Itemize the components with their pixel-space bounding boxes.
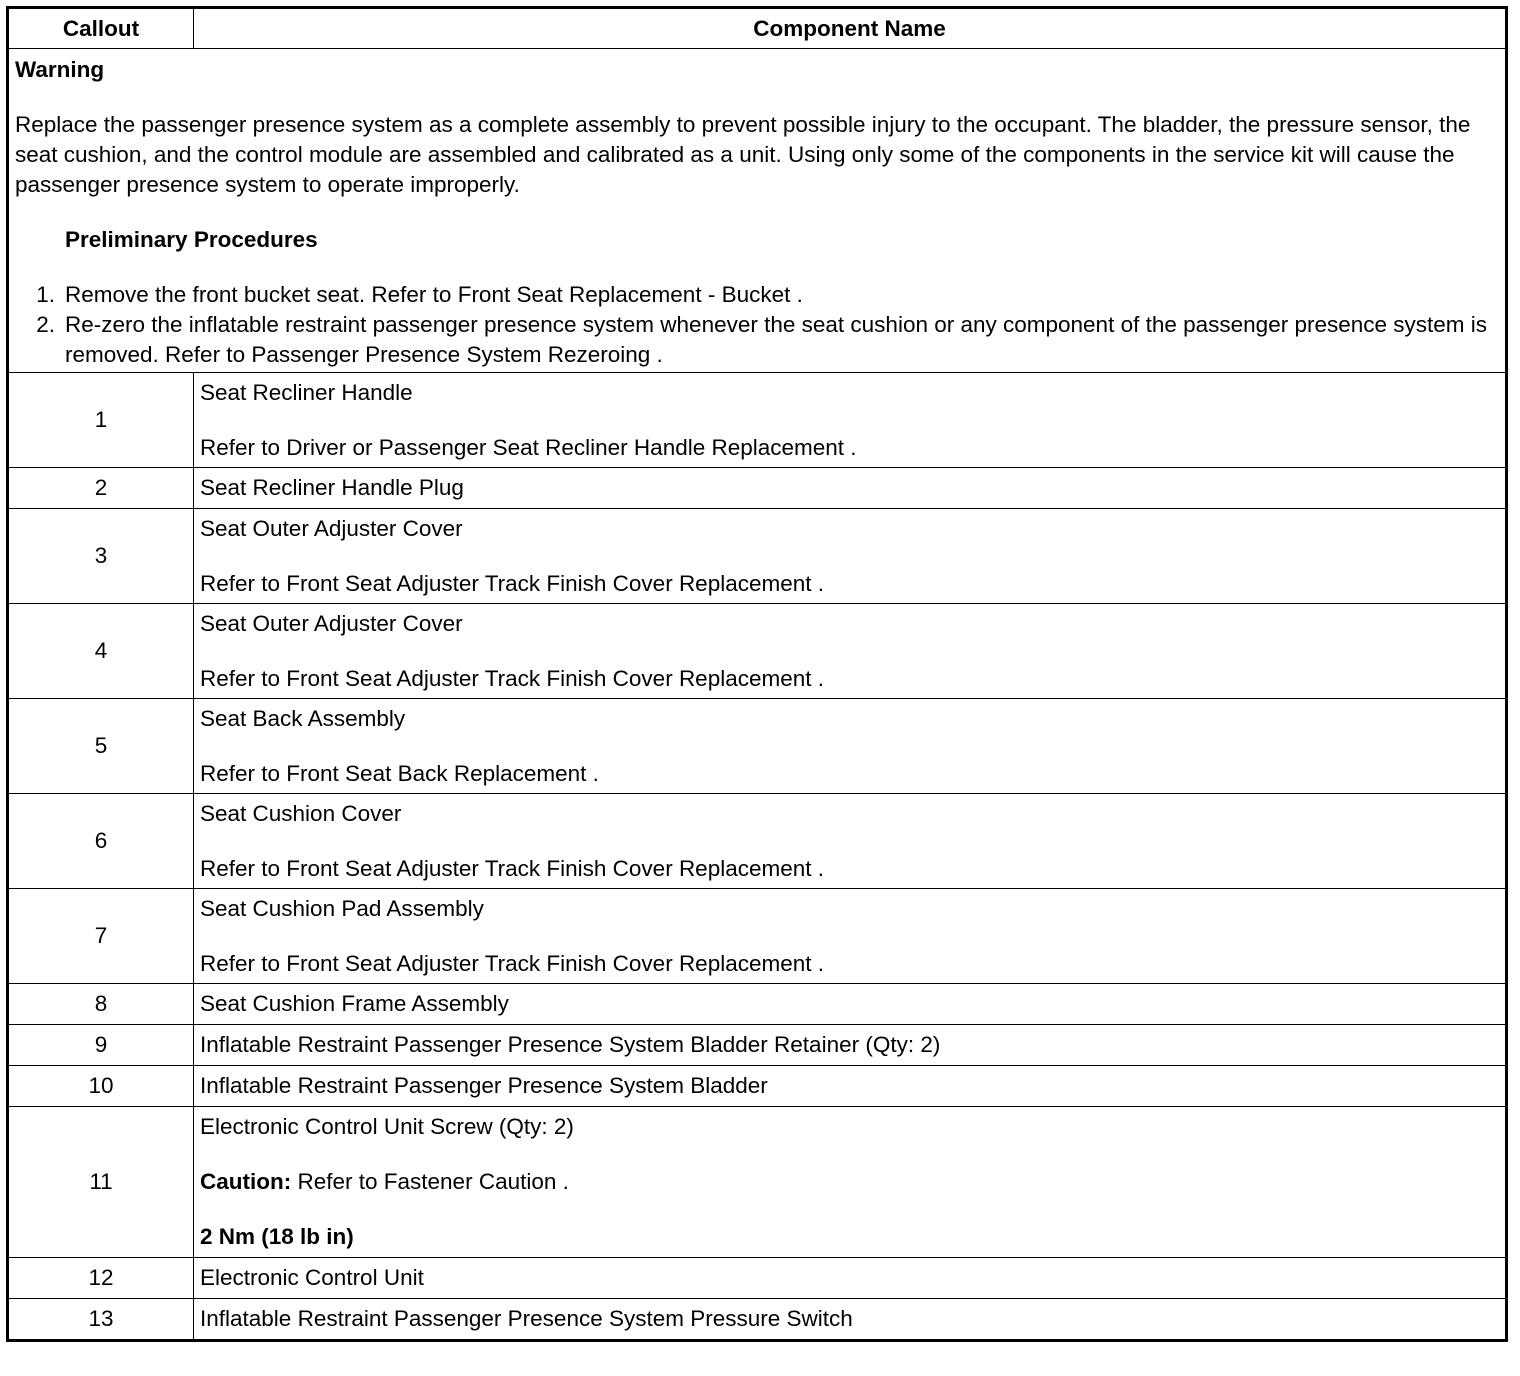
callout-number: 12: [8, 1258, 194, 1299]
step-item: [15, 280, 1499, 310]
component-cell: [194, 1107, 1507, 1258]
caution-label: Caution:: [200, 1169, 292, 1194]
component-name: Seat Back Assembly: [200, 705, 406, 731]
torque-spec: 2 Nm (18 lb in): [200, 1224, 354, 1249]
step-number: 1.: [36, 282, 55, 307]
component-name: Inflatable Restraint Passenger Presence System Bladder: [194, 1066, 1507, 1107]
component-cell: [194, 889, 1507, 984]
callout-number: 4: [8, 604, 194, 699]
preliminary-procedures-title: Preliminary Procedures: [65, 227, 318, 252]
step-item: [15, 310, 1499, 370]
callout-number: 10: [8, 1066, 194, 1107]
callout-number: 11: [8, 1107, 194, 1258]
component-name-column-header: Component Name: [194, 8, 1507, 49]
component-cell: [194, 373, 1507, 468]
table-row: [8, 794, 1507, 889]
table-row: [8, 468, 1507, 509]
component-reference: Refer to Front Seat Adjuster Track Finish Cover Replacement .: [200, 950, 825, 976]
callout-number: 9: [8, 1025, 194, 1066]
component-name: Seat Cushion Frame Assembly: [194, 984, 1507, 1025]
component-reference: Refer to Front Seat Adjuster Track Finish Cover Replacement .: [200, 665, 825, 691]
table-row: [8, 1258, 1507, 1299]
table-row: [8, 604, 1507, 699]
caution-line: [200, 1167, 1499, 1197]
table-row: [8, 984, 1507, 1025]
component-name: Seat Recliner Handle Plug: [194, 468, 1507, 509]
callout-number: 6: [8, 794, 194, 889]
component-name: Electronic Control Unit: [194, 1258, 1507, 1299]
component-name: Seat Cushion Cover: [200, 800, 402, 826]
table-row: [8, 1107, 1507, 1258]
table-header-row: [8, 8, 1507, 49]
component-cell: [194, 604, 1507, 699]
table-row: [8, 509, 1507, 604]
warning-text: Replace the passenger presence system as a complete assembly to prevent possible injury to the occupant. The bladder, the pressure sensor, the seat cushion, and the control module are assembled and calibrated as a unit. Using only some of the components in the service kit will cause the passenger presence system to operate improperly.: [15, 112, 1471, 197]
component-reference: Refer to Front Seat Adjuster Track Finish Cover Replacement .: [200, 570, 825, 596]
component-cell: [194, 509, 1507, 604]
component-cell: [194, 699, 1507, 794]
warning-title: Warning: [15, 57, 105, 82]
warning-cell: [8, 49, 1507, 373]
table-row: [8, 699, 1507, 794]
component-cell: [194, 794, 1507, 889]
callout-number: 2: [8, 468, 194, 509]
warning-row: [8, 49, 1507, 373]
component-name: Seat Outer Adjuster Cover: [200, 515, 463, 541]
component-name: Inflatable Restraint Passenger Presence System Bladder Retainer (Qty: 2): [194, 1025, 1507, 1066]
callout-number: 13: [8, 1299, 194, 1341]
component-name: Electronic Control Unit Screw (Qty: 2): [200, 1114, 574, 1139]
step-text: Remove the front bucket seat. Refer to Front Seat Replacement - Bucket .: [65, 282, 803, 307]
component-name: Seat Outer Adjuster Cover: [200, 610, 463, 636]
table-row: [8, 1025, 1507, 1066]
callout-number: 3: [8, 509, 194, 604]
table-row: [8, 373, 1507, 468]
callout-number: 7: [8, 889, 194, 984]
step-text: Re-zero the inflatable restraint passenger presence system whenever the seat cushion or any component of the passenger presence system is removed. Refer to Passenger Presence System Rezeroing .: [65, 312, 1488, 367]
table-row: [8, 1066, 1507, 1107]
component-name: Seat Recliner Handle: [200, 379, 413, 405]
callout-number: 5: [8, 699, 194, 794]
table-row: [8, 889, 1507, 984]
callout-number: 1: [8, 373, 194, 468]
preliminary-steps-list: [15, 280, 1499, 370]
step-number: 2.: [36, 312, 55, 337]
component-reference: Refer to Driver or Passenger Seat Recliner Handle Replacement .: [200, 434, 857, 460]
component-reference: Refer to Front Seat Back Replacement .: [200, 760, 599, 786]
callout-number: 8: [8, 984, 194, 1025]
component-table: [6, 6, 1508, 1342]
component-name: Seat Cushion Pad Assembly: [200, 895, 484, 921]
component-name: Inflatable Restraint Passenger Presence System Pressure Switch: [194, 1299, 1507, 1341]
caution-text: Refer to Fastener Caution .: [291, 1169, 569, 1194]
table-row: [8, 1299, 1507, 1341]
component-reference: Refer to Front Seat Adjuster Track Finish Cover Replacement .: [200, 855, 825, 881]
callout-column-header: Callout: [8, 8, 194, 49]
